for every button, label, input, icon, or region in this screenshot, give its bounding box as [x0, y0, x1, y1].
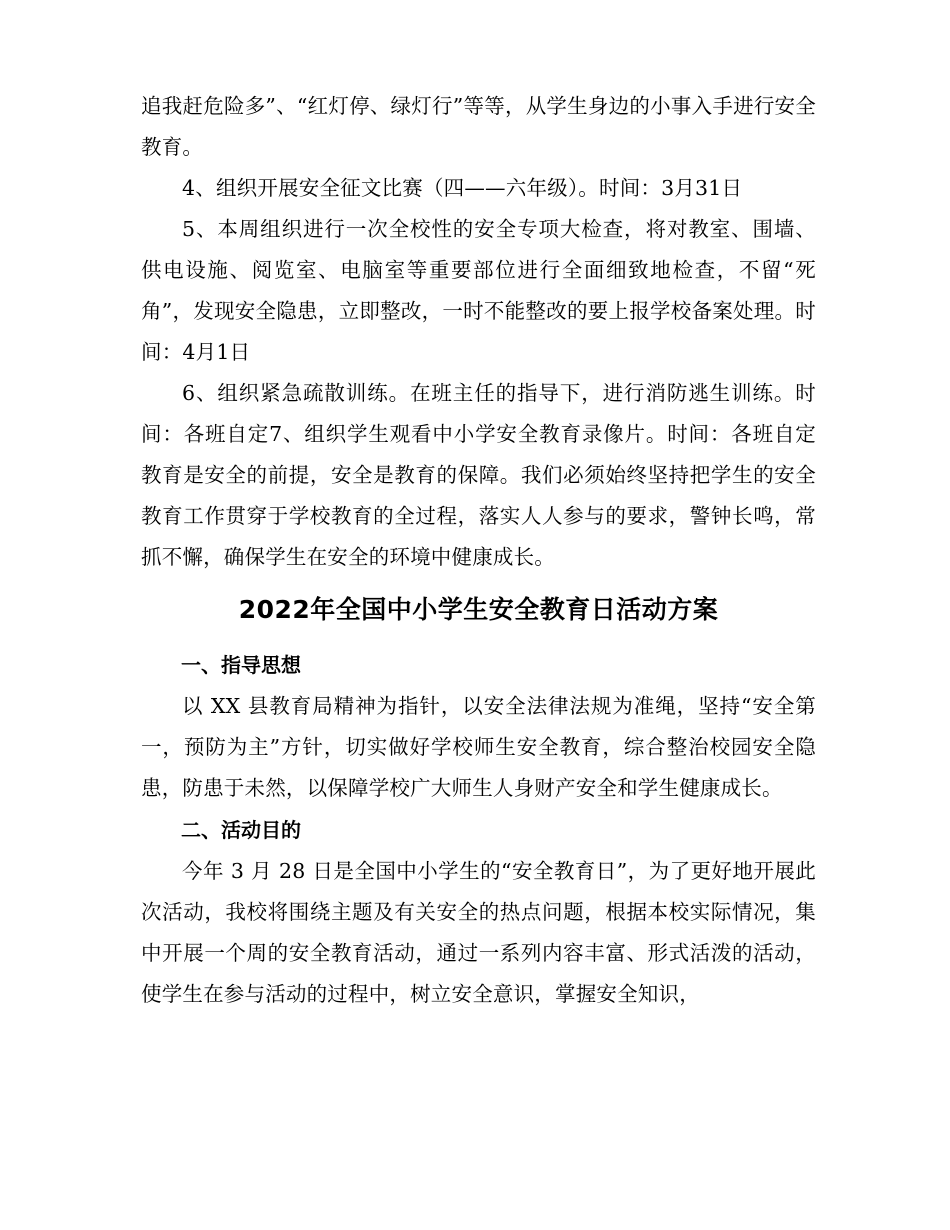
section-body-guiding-thought: 以 XX 县教育局精神为指针，以安全法律法规为准绳，坚持“安全第一，预防为主”方针，切实做好学校师生安全教育，综合整治校园安全隐患，防患于未然，以保障学校广大师生人身财产安全和学生健康成长。 — [141, 694, 816, 800]
paragraph-item-6: 6、组织紧急疏散训练。在班主任的指导下，进行消防逃生训练。时间：各班自定7、组织学生观看中小学安全教育录像片。时间：各班自定教育是安全的前提，安全是教育的保障。我们必须始终坚持把学生的安全教育工作贯穿于学校教育的全过程，落实人人参与的要求，警钟长鸣，常抓不懈，确保学生在安全的环境中健康成长。 — [141, 381, 816, 569]
paragraph-continuation: 追我赶危险多”、“红灯停、绿灯行”等等，从学生身边的小事入手进行安全教育。 — [141, 94, 816, 159]
section-body-activity-purpose: 今年 3 月 28 日是全国中小学生的“安全教育日”，为了更好地开展此次活动，我校将围绕主题及有关安全的热点问题，根据本校实际情况，集中开展一个周的安全教育活动，通过一系列内容丰富、形式活泼的活动，使学生在参与活动的过程中，树立安全意识，掌握安全知识， — [141, 859, 816, 1006]
section-heading-guiding-thought: 一、指导思想 — [181, 653, 301, 677]
paragraph-item-4: 4、组织开展安全征文比赛（四——六年级）。时间：3月31日 — [182, 176, 743, 200]
section-heading-activity-purpose: 二、活动目的 — [181, 818, 301, 842]
document-title: 2022年全国中小学生安全教育日活动方案 — [238, 595, 719, 624]
document-body — [141, 86, 816, 1015]
paragraph-item-5: 5、本周组织进行一次全校性的安全专项大检查，将对教室、围墙、供电设施、阅览室、电脑室等重要部位进行全面细致地检查，不留“死角”，发现安全隐患，立即整改，一时不能整改的要上报学校备案处理。时间：4月1日 — [141, 217, 816, 364]
